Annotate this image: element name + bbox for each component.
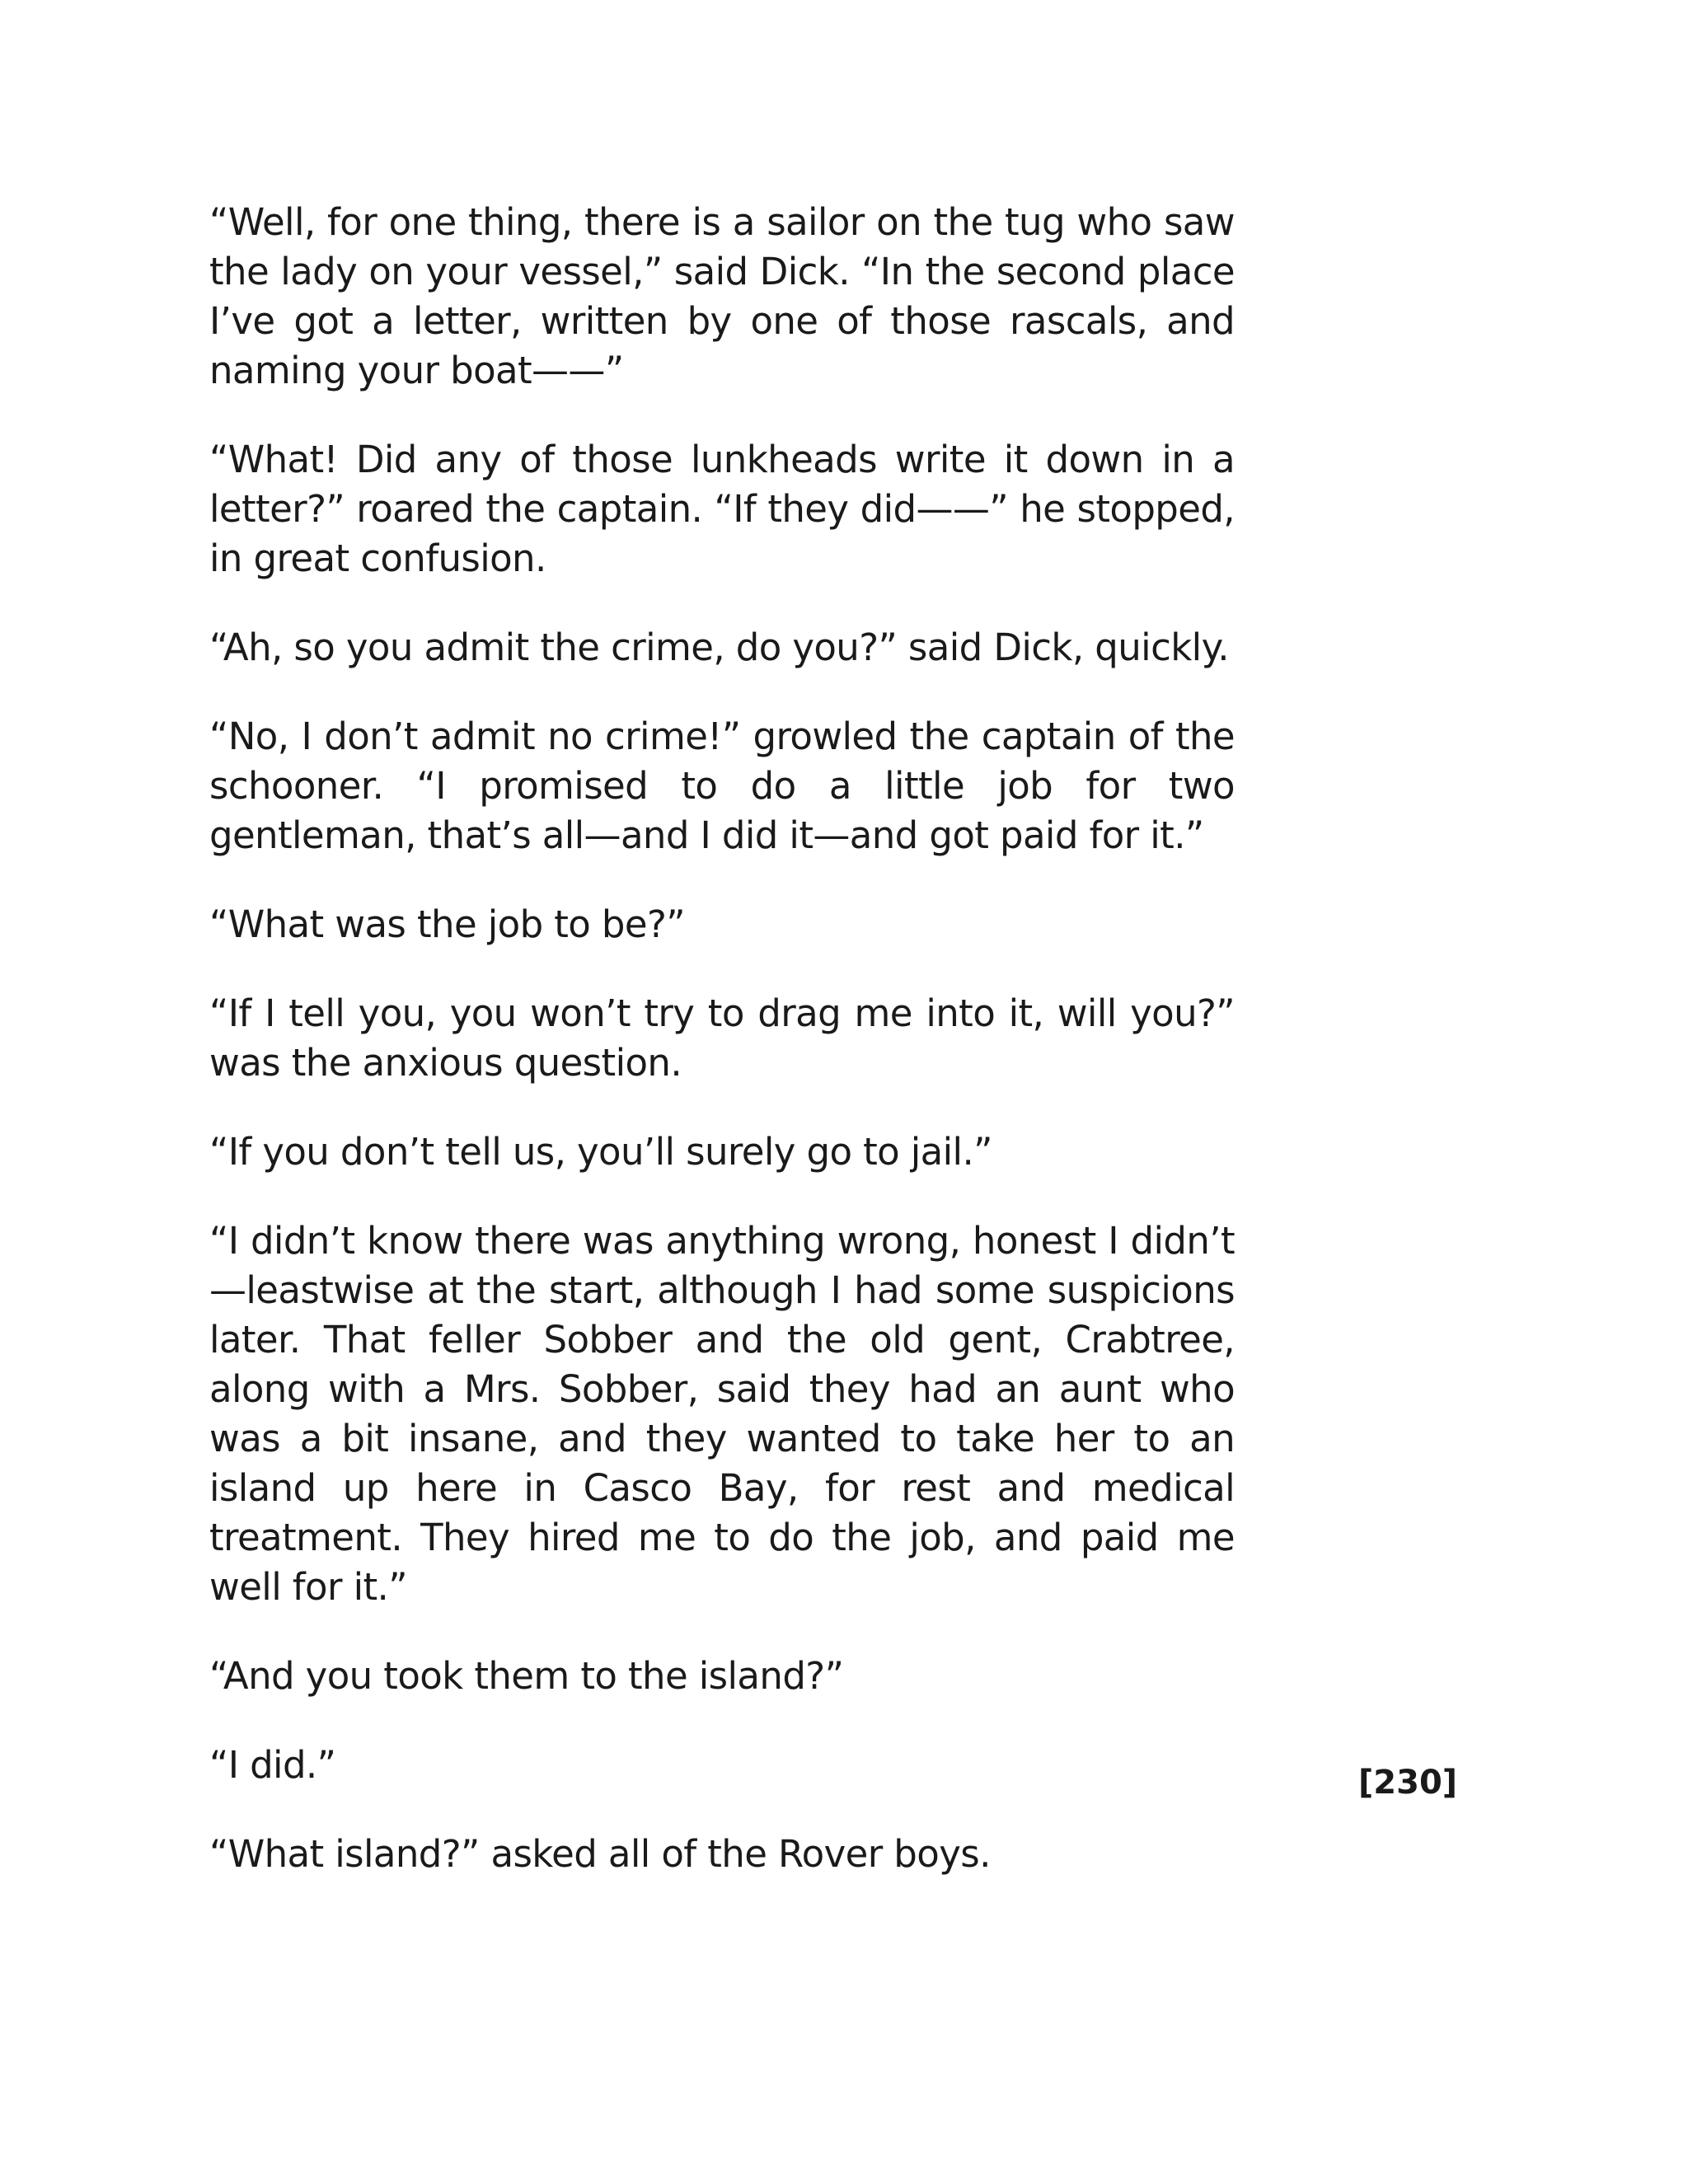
paragraph: “No, I don’t admit no crime!” growled the captain of the schooner. “I promised to do a little job for two gentleman, that’s all—and I did it—and got paid for it.” [209,715,1235,857]
paragraph: “And you took them to the island?” [209,1654,844,1698]
page-number: [230] [1358,1764,1458,1802]
paragraph: “Ah, so you admit the crime, do you?” said Dick, quickly. [209,626,1229,669]
paragraph: “I did.” [209,1743,336,1787]
paragraph: “What was the job to be?” [209,902,685,946]
paragraph: “If you don’t tell us, you’ll surely go to jail.” [209,1130,992,1174]
body-text [209,198,1235,1919]
paragraph: “What! Did any of those lunkheads write it down in a letter?” roared the captain. “If they did——” he stopped, in great confusion. [209,438,1235,580]
paragraph: “I didn’t know there was anything wrong, honest I didn’t—leastwise at the start, although I had some suspicions later. That feller Sobber and the old gent, Crabtree, along with a Mrs. Sobber, said they had an aunt who was a bit insane, and they wanted to take her to an island up here in Casco Bay, for rest and medical treatment. They hired me to do the job, and paid me well for it.” [209,1219,1235,1609]
paragraph: “Well, for one thing, there is a sailor on the tug who saw the lady on your vessel,” said Dick. “In the second place I’ve got a letter, written by one of those rascals, and naming your boat——” [209,200,1235,392]
paragraph: “What island?” asked all of the Rover boys. [209,1832,991,1876]
paragraph: “If I tell you, you won’t try to drag me into it, will you?” was the anxious question. [209,991,1235,1085]
